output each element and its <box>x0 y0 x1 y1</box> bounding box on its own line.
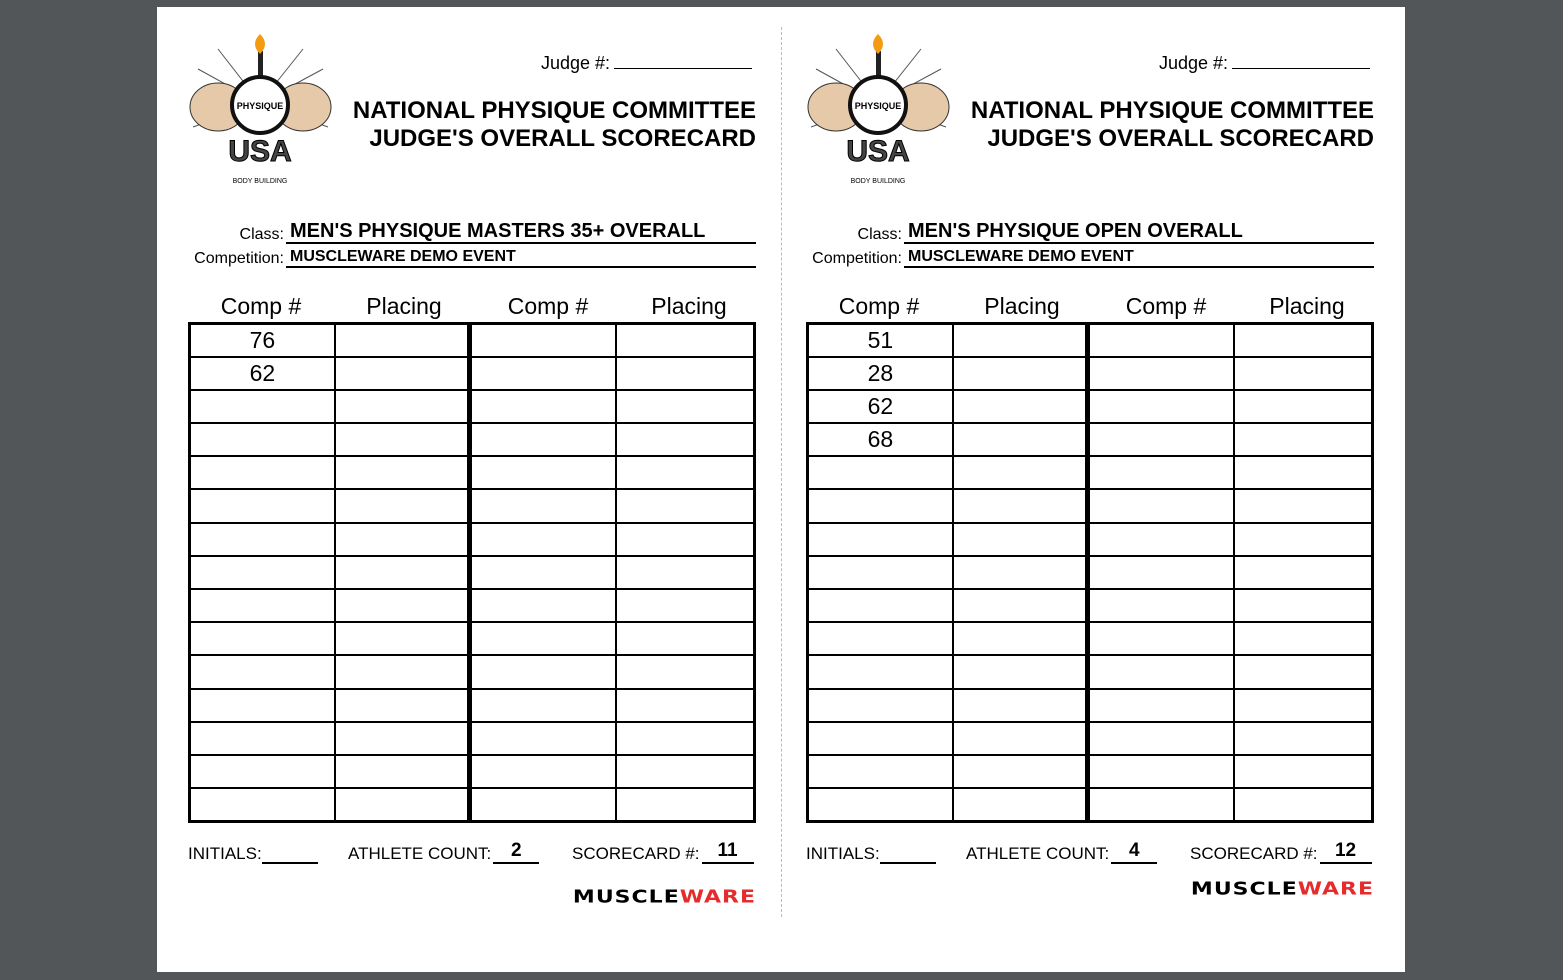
placing-cell[interactable] <box>616 423 754 456</box>
comp-number-cell <box>1087 689 1234 722</box>
placing-cell[interactable] <box>1234 689 1372 722</box>
comp-number-cell <box>469 324 616 357</box>
table-row <box>190 722 755 755</box>
comp-number-cell <box>1087 357 1234 390</box>
table-row <box>190 589 755 622</box>
placing-cell[interactable] <box>616 357 754 390</box>
judge-label: Judge #: <box>1158 53 1228 73</box>
table-row <box>190 390 755 423</box>
comp-number-cell <box>1087 489 1234 522</box>
brand-black: MUSCLE <box>1190 879 1298 900</box>
comp-number-cell <box>808 456 953 489</box>
comp-number-cell <box>190 489 335 522</box>
class-value: MEN'S PHYSIQUE MASTERS 35+ OVERALL <box>286 221 756 244</box>
placing-cell[interactable] <box>953 357 1087 390</box>
placing-cell[interactable] <box>335 456 469 489</box>
comp-number-cell <box>469 689 616 722</box>
initials-label: INITIALS: <box>188 844 262 863</box>
placing-cell[interactable] <box>1234 357 1372 390</box>
comp-number-cell <box>469 357 616 390</box>
header-placing-2: Placing <box>651 293 727 319</box>
comp-number-cell <box>190 423 335 456</box>
comp-number-cell <box>1087 390 1234 423</box>
npc-usa-logo <box>188 31 333 187</box>
comp-number-cell <box>808 689 953 722</box>
placing-cell[interactable] <box>616 622 754 655</box>
cut-line-divider <box>781 27 782 917</box>
svg-text:USA: USA <box>228 135 292 168</box>
table-row <box>190 689 755 722</box>
table-row <box>808 357 1373 390</box>
table-header <box>188 293 756 323</box>
scorecard-number-value: 11 <box>702 840 754 864</box>
placing-cell[interactable] <box>953 489 1087 522</box>
placing-cell[interactable] <box>335 622 469 655</box>
comp-number-cell <box>469 589 616 622</box>
table-row <box>808 788 1373 821</box>
table-row <box>808 622 1373 655</box>
placing-cell[interactable] <box>616 556 754 589</box>
comp-number-cell <box>1087 523 1234 556</box>
brand-black: MUSCLE <box>572 887 680 908</box>
comp-number-cell <box>808 755 953 788</box>
comp-number-cell <box>190 523 335 556</box>
placing-cell[interactable] <box>335 689 469 722</box>
svg-text:BODY BUILDING: BODY BUILDING <box>850 178 906 185</box>
placing-cell[interactable] <box>335 357 469 390</box>
athlete-count-value: 4 <box>1111 840 1157 864</box>
scorecard-number-field <box>1190 840 1372 864</box>
placing-cell[interactable] <box>1234 489 1372 522</box>
scorecard-number-field <box>572 840 754 864</box>
placing-cell[interactable] <box>616 655 754 688</box>
initials-blank <box>880 840 936 864</box>
placing-cell[interactable] <box>616 755 754 788</box>
brand-red: WARE <box>1297 879 1374 900</box>
comp-number-cell <box>190 390 335 423</box>
placing-cell[interactable] <box>953 589 1087 622</box>
judge-number-blank <box>614 53 752 69</box>
placing-cell[interactable] <box>953 788 1087 821</box>
athlete-count-field <box>348 840 539 864</box>
comp-number-cell <box>190 622 335 655</box>
comp-number-cell <box>469 456 616 489</box>
placing-cell[interactable] <box>1234 722 1372 755</box>
muscleware-logo <box>1191 880 1374 900</box>
placing-cell[interactable] <box>953 755 1087 788</box>
comp-number-cell <box>808 523 953 556</box>
document-page <box>157 7 1405 972</box>
comp-number-cell <box>190 456 335 489</box>
competition-label: Competition: <box>812 250 902 267</box>
comp-number-cell <box>190 788 335 821</box>
initials-label: INITIALS: <box>806 844 880 863</box>
table-row <box>190 324 755 357</box>
placing-table <box>188 322 756 823</box>
scorecard <box>188 7 756 972</box>
scorecard-number-value: 12 <box>1320 840 1372 864</box>
athlete-count-value: 2 <box>493 840 539 864</box>
placing-cell[interactable] <box>616 788 754 821</box>
table-row <box>808 324 1373 357</box>
class-label: Class: <box>239 226 284 243</box>
table-row <box>190 357 755 390</box>
comp-number-cell <box>190 722 335 755</box>
table-row <box>808 755 1373 788</box>
placing-cell[interactable] <box>1234 523 1372 556</box>
comp-number-cell <box>469 755 616 788</box>
scorecard-number-label: SCORECARD #: <box>1190 844 1318 863</box>
placing-cell[interactable] <box>616 390 754 423</box>
header-comp-1: Comp # <box>220 293 302 319</box>
placing-cell[interactable] <box>1234 589 1372 622</box>
initials-field <box>806 840 936 864</box>
table-row <box>190 622 755 655</box>
brand-red: WARE <box>679 887 756 908</box>
placing-table <box>806 322 1374 823</box>
placing-cell[interactable] <box>335 324 469 357</box>
placing-cell[interactable] <box>1234 456 1372 489</box>
comp-number-cell <box>469 423 616 456</box>
svg-text:USA: USA <box>846 135 910 168</box>
class-field <box>240 221 756 244</box>
table-row <box>190 523 755 556</box>
judge-number-blank <box>1232 53 1370 69</box>
comp-number-cell <box>469 622 616 655</box>
comp-number-cell: 28 <box>808 357 953 390</box>
comp-number-cell <box>808 589 953 622</box>
comp-number-cell <box>1087 324 1234 357</box>
table-header <box>806 293 1374 323</box>
class-value: MEN'S PHYSIQUE OPEN OVERALL <box>904 221 1374 244</box>
comp-number-cell <box>469 523 616 556</box>
comp-number-cell <box>1087 655 1234 688</box>
comp-number-cell <box>808 556 953 589</box>
athlete-count-label: ATHLETE COUNT: <box>966 844 1110 863</box>
placing-cell[interactable] <box>616 722 754 755</box>
table-row <box>808 589 1373 622</box>
svg-text:BODY BUILDING: BODY BUILDING <box>232 178 288 185</box>
comp-number-cell <box>808 788 953 821</box>
comp-number-cell <box>808 655 953 688</box>
scorecard-number-label: SCORECARD #: <box>572 844 700 863</box>
title-line-2: JUDGE'S OVERALL SCORECARD <box>369 125 756 152</box>
table-row <box>808 722 1373 755</box>
comp-number-cell <box>469 489 616 522</box>
table-row <box>190 489 755 522</box>
placing-cell[interactable] <box>335 523 469 556</box>
placing-cell[interactable] <box>953 655 1087 688</box>
placing-cell[interactable] <box>616 523 754 556</box>
placing-cell[interactable] <box>616 689 754 722</box>
comp-number-cell <box>190 655 335 688</box>
title-line-2: JUDGE'S OVERALL SCORECARD <box>987 125 1374 152</box>
muscleware-logo <box>573 888 756 908</box>
placing-cell[interactable] <box>953 722 1087 755</box>
placing-cell[interactable] <box>953 523 1087 556</box>
placing-cell[interactable] <box>616 589 754 622</box>
placing-cell[interactable] <box>1234 655 1372 688</box>
comp-number-cell <box>808 489 953 522</box>
svg-text:PHYSIQUE: PHYSIQUE <box>854 101 902 111</box>
placing-cell[interactable] <box>1234 556 1372 589</box>
table-row <box>190 655 755 688</box>
placing-cell[interactable] <box>1234 390 1372 423</box>
placing-cell[interactable] <box>335 755 469 788</box>
placing-cell[interactable] <box>616 324 754 357</box>
placing-cell[interactable] <box>335 655 469 688</box>
comp-number-cell <box>469 390 616 423</box>
placing-cell[interactable] <box>1234 755 1372 788</box>
comp-number-cell <box>1087 622 1234 655</box>
comp-number-cell <box>469 655 616 688</box>
placing-cell[interactable] <box>335 722 469 755</box>
scorecard-title <box>353 97 756 153</box>
athlete-count-label: ATHLETE COUNT: <box>348 844 492 863</box>
initials-field <box>188 840 318 864</box>
scorecard-title <box>971 97 1374 153</box>
table-row <box>190 456 755 489</box>
placing-cell[interactable] <box>616 489 754 522</box>
placing-cell[interactable] <box>1234 423 1372 456</box>
placing-cell[interactable] <box>953 324 1087 357</box>
comp-number-cell <box>1087 755 1234 788</box>
placing-cell[interactable] <box>335 556 469 589</box>
header-placing-1: Placing <box>984 293 1060 319</box>
header-comp-2: Comp # <box>1125 293 1207 319</box>
comp-number-cell <box>1087 722 1234 755</box>
table-row <box>808 556 1373 589</box>
placing-cell[interactable] <box>953 622 1087 655</box>
athlete-count-field <box>966 840 1157 864</box>
placing-cell[interactable] <box>1234 622 1372 655</box>
comp-number-cell <box>469 556 616 589</box>
header-comp-1: Comp # <box>838 293 920 319</box>
class-field <box>858 221 1374 244</box>
comp-number-cell <box>469 722 616 755</box>
comp-number-cell <box>190 755 335 788</box>
table-row <box>808 456 1373 489</box>
table-row <box>190 556 755 589</box>
comp-number-cell <box>1087 456 1234 489</box>
comp-number-cell <box>1087 788 1234 821</box>
table-row <box>808 489 1373 522</box>
comp-number-cell <box>808 722 953 755</box>
table-row <box>808 390 1373 423</box>
comp-number-cell: 62 <box>190 357 335 390</box>
comp-number-cell <box>1087 423 1234 456</box>
comp-number-cell <box>1087 589 1234 622</box>
competition-label: Competition: <box>194 250 284 267</box>
placing-cell[interactable] <box>953 689 1087 722</box>
competition-field <box>194 249 756 268</box>
placing-cell[interactable] <box>335 390 469 423</box>
placing-cell[interactable] <box>953 423 1087 456</box>
comp-number-cell: 68 <box>808 423 953 456</box>
title-line-1: NATIONAL PHYSIQUE COMMITTEE <box>970 97 1374 124</box>
table-row <box>190 423 755 456</box>
table-row <box>808 523 1373 556</box>
competition-field <box>812 249 1374 268</box>
npc-usa-logo <box>806 31 951 187</box>
comp-number-cell <box>1087 556 1234 589</box>
placing-cell[interactable] <box>335 489 469 522</box>
comp-number-cell <box>808 622 953 655</box>
placing-cell[interactable] <box>335 589 469 622</box>
scorecard <box>806 7 1374 972</box>
table-row <box>808 655 1373 688</box>
header-placing-1: Placing <box>366 293 442 319</box>
class-label: Class: <box>857 226 902 243</box>
table-row <box>190 755 755 788</box>
comp-number-cell <box>190 589 335 622</box>
comp-number-cell <box>190 556 335 589</box>
placing-cell[interactable] <box>953 456 1087 489</box>
comp-number-cell: 76 <box>190 324 335 357</box>
placing-cell[interactable] <box>1234 324 1372 357</box>
comp-number-cell: 62 <box>808 390 953 423</box>
comp-number-cell <box>469 788 616 821</box>
placing-cell[interactable] <box>953 556 1087 589</box>
table-row <box>190 788 755 821</box>
competition-value: MUSCLEWARE DEMO EVENT <box>286 249 756 268</box>
svg-text:PHYSIQUE: PHYSIQUE <box>236 101 284 111</box>
comp-number-cell: 51 <box>808 324 953 357</box>
placing-cell[interactable] <box>335 423 469 456</box>
comp-number-cell <box>190 689 335 722</box>
judge-number-field <box>541 53 752 74</box>
placing-cell[interactable] <box>335 788 469 821</box>
header-comp-2: Comp # <box>507 293 589 319</box>
judge-label: Judge #: <box>540 53 610 73</box>
placing-cell[interactable] <box>1234 788 1372 821</box>
placing-cell[interactable] <box>953 390 1087 423</box>
title-line-1: NATIONAL PHYSIQUE COMMITTEE <box>352 97 756 124</box>
competition-value: MUSCLEWARE DEMO EVENT <box>904 249 1374 268</box>
table-row <box>808 689 1373 722</box>
initials-blank <box>262 840 318 864</box>
judge-number-field <box>1159 53 1370 74</box>
placing-cell[interactable] <box>616 456 754 489</box>
header-placing-2: Placing <box>1269 293 1345 319</box>
table-row <box>808 423 1373 456</box>
